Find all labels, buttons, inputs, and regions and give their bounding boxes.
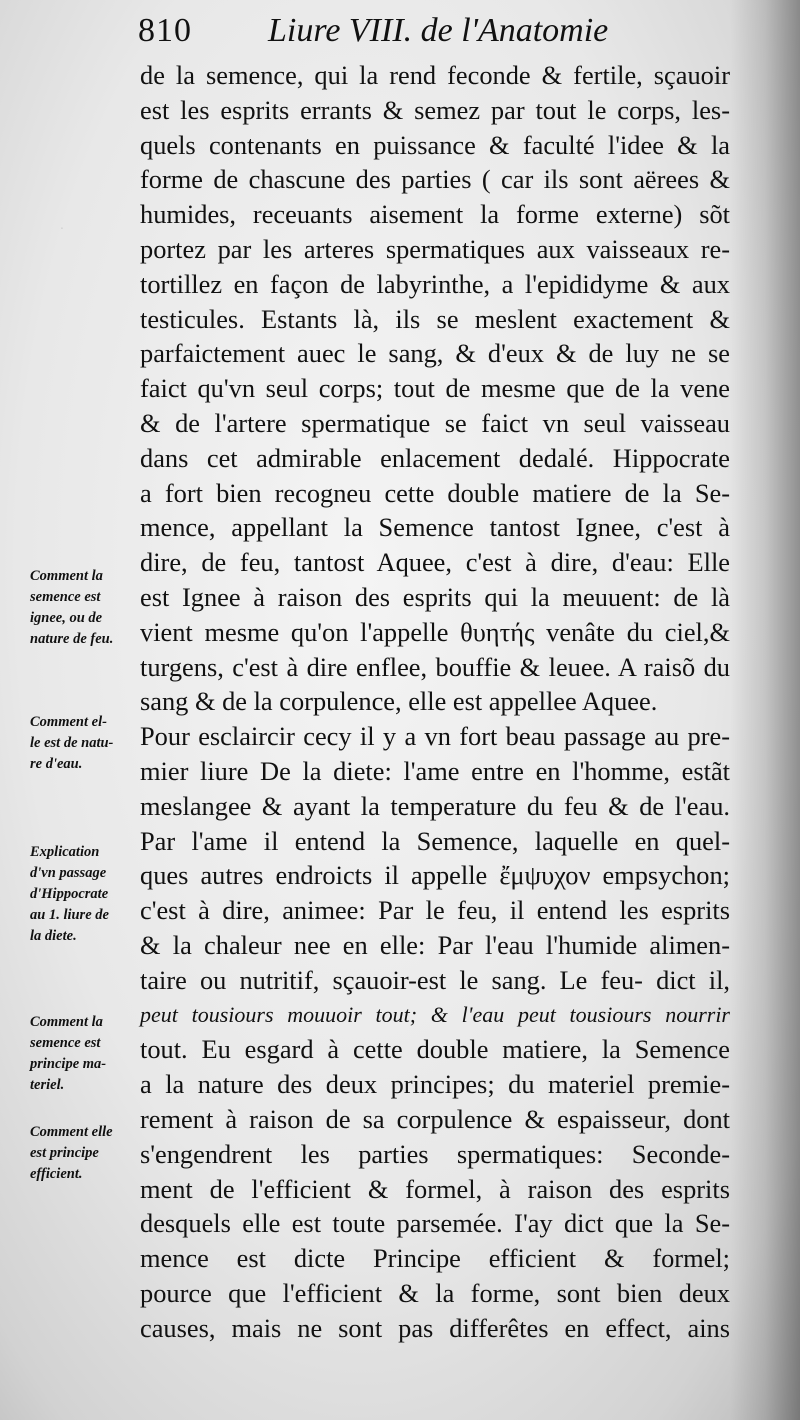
margin-note-line: teriel. [30,1077,65,1093]
margin-note-line: Comment elle [30,1124,113,1140]
main-text-block [140,58,730,1345]
margin-note-line: le est de natu- [30,735,114,751]
text-line: testicules. Estants là, ils se meslent exactement & [140,303,730,334]
margin-note-line: semence est [30,589,101,605]
margin-note-line: ignee, ou de [30,610,103,626]
text-line: a la nature des deux principes; du materiel premie- [140,1069,730,1100]
text-line: a fort bien recogneu cette double matiere de la Se- [140,477,730,508]
margin-note-line: d'vn passage [30,865,107,881]
running-title: Liure VIII. de l'Anatomie [268,12,609,49]
text-line: tout. Eu esgard à cette double matiere, la Semence [140,1034,730,1065]
text-line: dans cet admirable enlacement dedalé. Hippocrate [140,442,730,473]
text-line: dire, de feu, tantost Aquee, c'est à dire, d'eau: Elle [140,547,730,578]
text-line: faict qu'vn seul corps; tout de mesme que de la vene [140,373,730,404]
text-line: est Ignee à raison des esprits qui la meuuent: de là [140,581,730,612]
text-line: Par l'ame il entend la Semence, laquelle en quel- [140,825,730,856]
margin-note-line: Comment el- [30,714,107,730]
margin-note-line: semence est [30,1035,101,1051]
text-line: ques autres endroicts il appelle ἔμψυχον empsychon; [140,860,730,891]
margin-note-line: Explication [30,844,100,860]
margin-note-efficient [30,1122,142,1185]
margin-note-line: Comment la [30,1014,103,1030]
text-line: meslangee & ayant la temperature du feu & de l'eau. [140,790,730,821]
text-line: mence, appellant la Semence tantost Ignee, c'est à [140,512,730,543]
margin-note-line: Comment la [30,568,103,584]
text-line: tortillez en façon de labyrinthe, a l'epididyme & aux [140,268,730,299]
text-line-italic-quote: peut tousiours mouuoir tout; & l'eau peut tousiours nourrir [140,1001,730,1027]
text-line: quels contenants en puissance & faculté l'idee & la [140,129,730,160]
margin-note-line: d'Hippocrate [30,886,109,902]
text-line: forme de chascune des parties ( car ils sont aërees & [140,164,730,195]
text-line: turgens, c'est à dire enflee, bouffie & leuee. A raisõ du [140,651,730,682]
text-line: desquels elle est toute parsemée. I'ay dict que la Se- [140,1208,730,1239]
page-edge-shadow [730,0,800,1420]
margin-note-line: efficient. [30,1166,83,1182]
text-line: taire ou nutritif, sçauoir-est le sang. Le feu- dict il, [140,964,730,995]
margin-note-line: la diete. [30,928,77,944]
margin-note-line: principe ma- [30,1056,107,1072]
text-line: mence est dicte Principe efficient & formel; [140,1243,730,1274]
text-line: c'est à dire, animee: Par le feu, il entend les esprits [140,895,730,926]
margin-note-eau [30,712,142,775]
margin-note-line: nature de feu. [30,631,114,647]
text-line: causes, mais ne sont pas differêtes en effect, ains [140,1312,730,1343]
text-line: pource que l'efficient & la forme, sont bien deux [140,1277,730,1308]
text-line: mier liure De la diete: l'ame entre en l'homme, estãt [140,755,730,786]
margin-note-line: est principe [30,1145,99,1161]
text-line: & de l'artere spermatique se faict vn seul vaisseau [140,407,730,438]
margin-note-ignee [30,566,142,650]
text-line: ment de l'efficient & formel, à raison des esprits [140,1173,730,1204]
text-line: s'engendrent les parties spermatiques: Seconde- [140,1138,730,1169]
margin-note-line: re d'eau. [30,756,83,772]
text-line: rement à raison de sa corpulence & espaisseur, dont [140,1103,730,1134]
text-line: parfaictement auec le sang, & d'eux & de luy ne se [140,338,730,369]
text-line: portez par les arteres spermatiques aux vaisseaux re- [140,233,730,264]
text-line: humides, receuants aisement la forme externe) sõt [140,199,730,230]
page-header [138,12,738,58]
text-line: sang & de la corpulence, elle est appellee Aquee. [140,686,658,717]
page-number: 810 [138,12,192,49]
text-line: Pour esclaircir cecy il y a vn fort beau passage au pre- [140,721,730,752]
text-line: est les esprits errants & semez par tout le corps, les- [140,94,730,125]
text-line: de la semence, qui la rend feconde & fertile, sçauoir [140,60,730,90]
text-line: & la chaleur nee en elle: Par l'eau l'humide alimen- [140,929,730,960]
margin-note-materiel [30,1012,142,1096]
margin-note-hippocrate [30,842,142,947]
text-line: vient mesme qu'on l'appelle θυητής venâte du ciel,& [140,616,730,647]
margin-note-line: au 1. liure de [30,907,109,923]
bleed-through-mark: · [60,222,64,237]
